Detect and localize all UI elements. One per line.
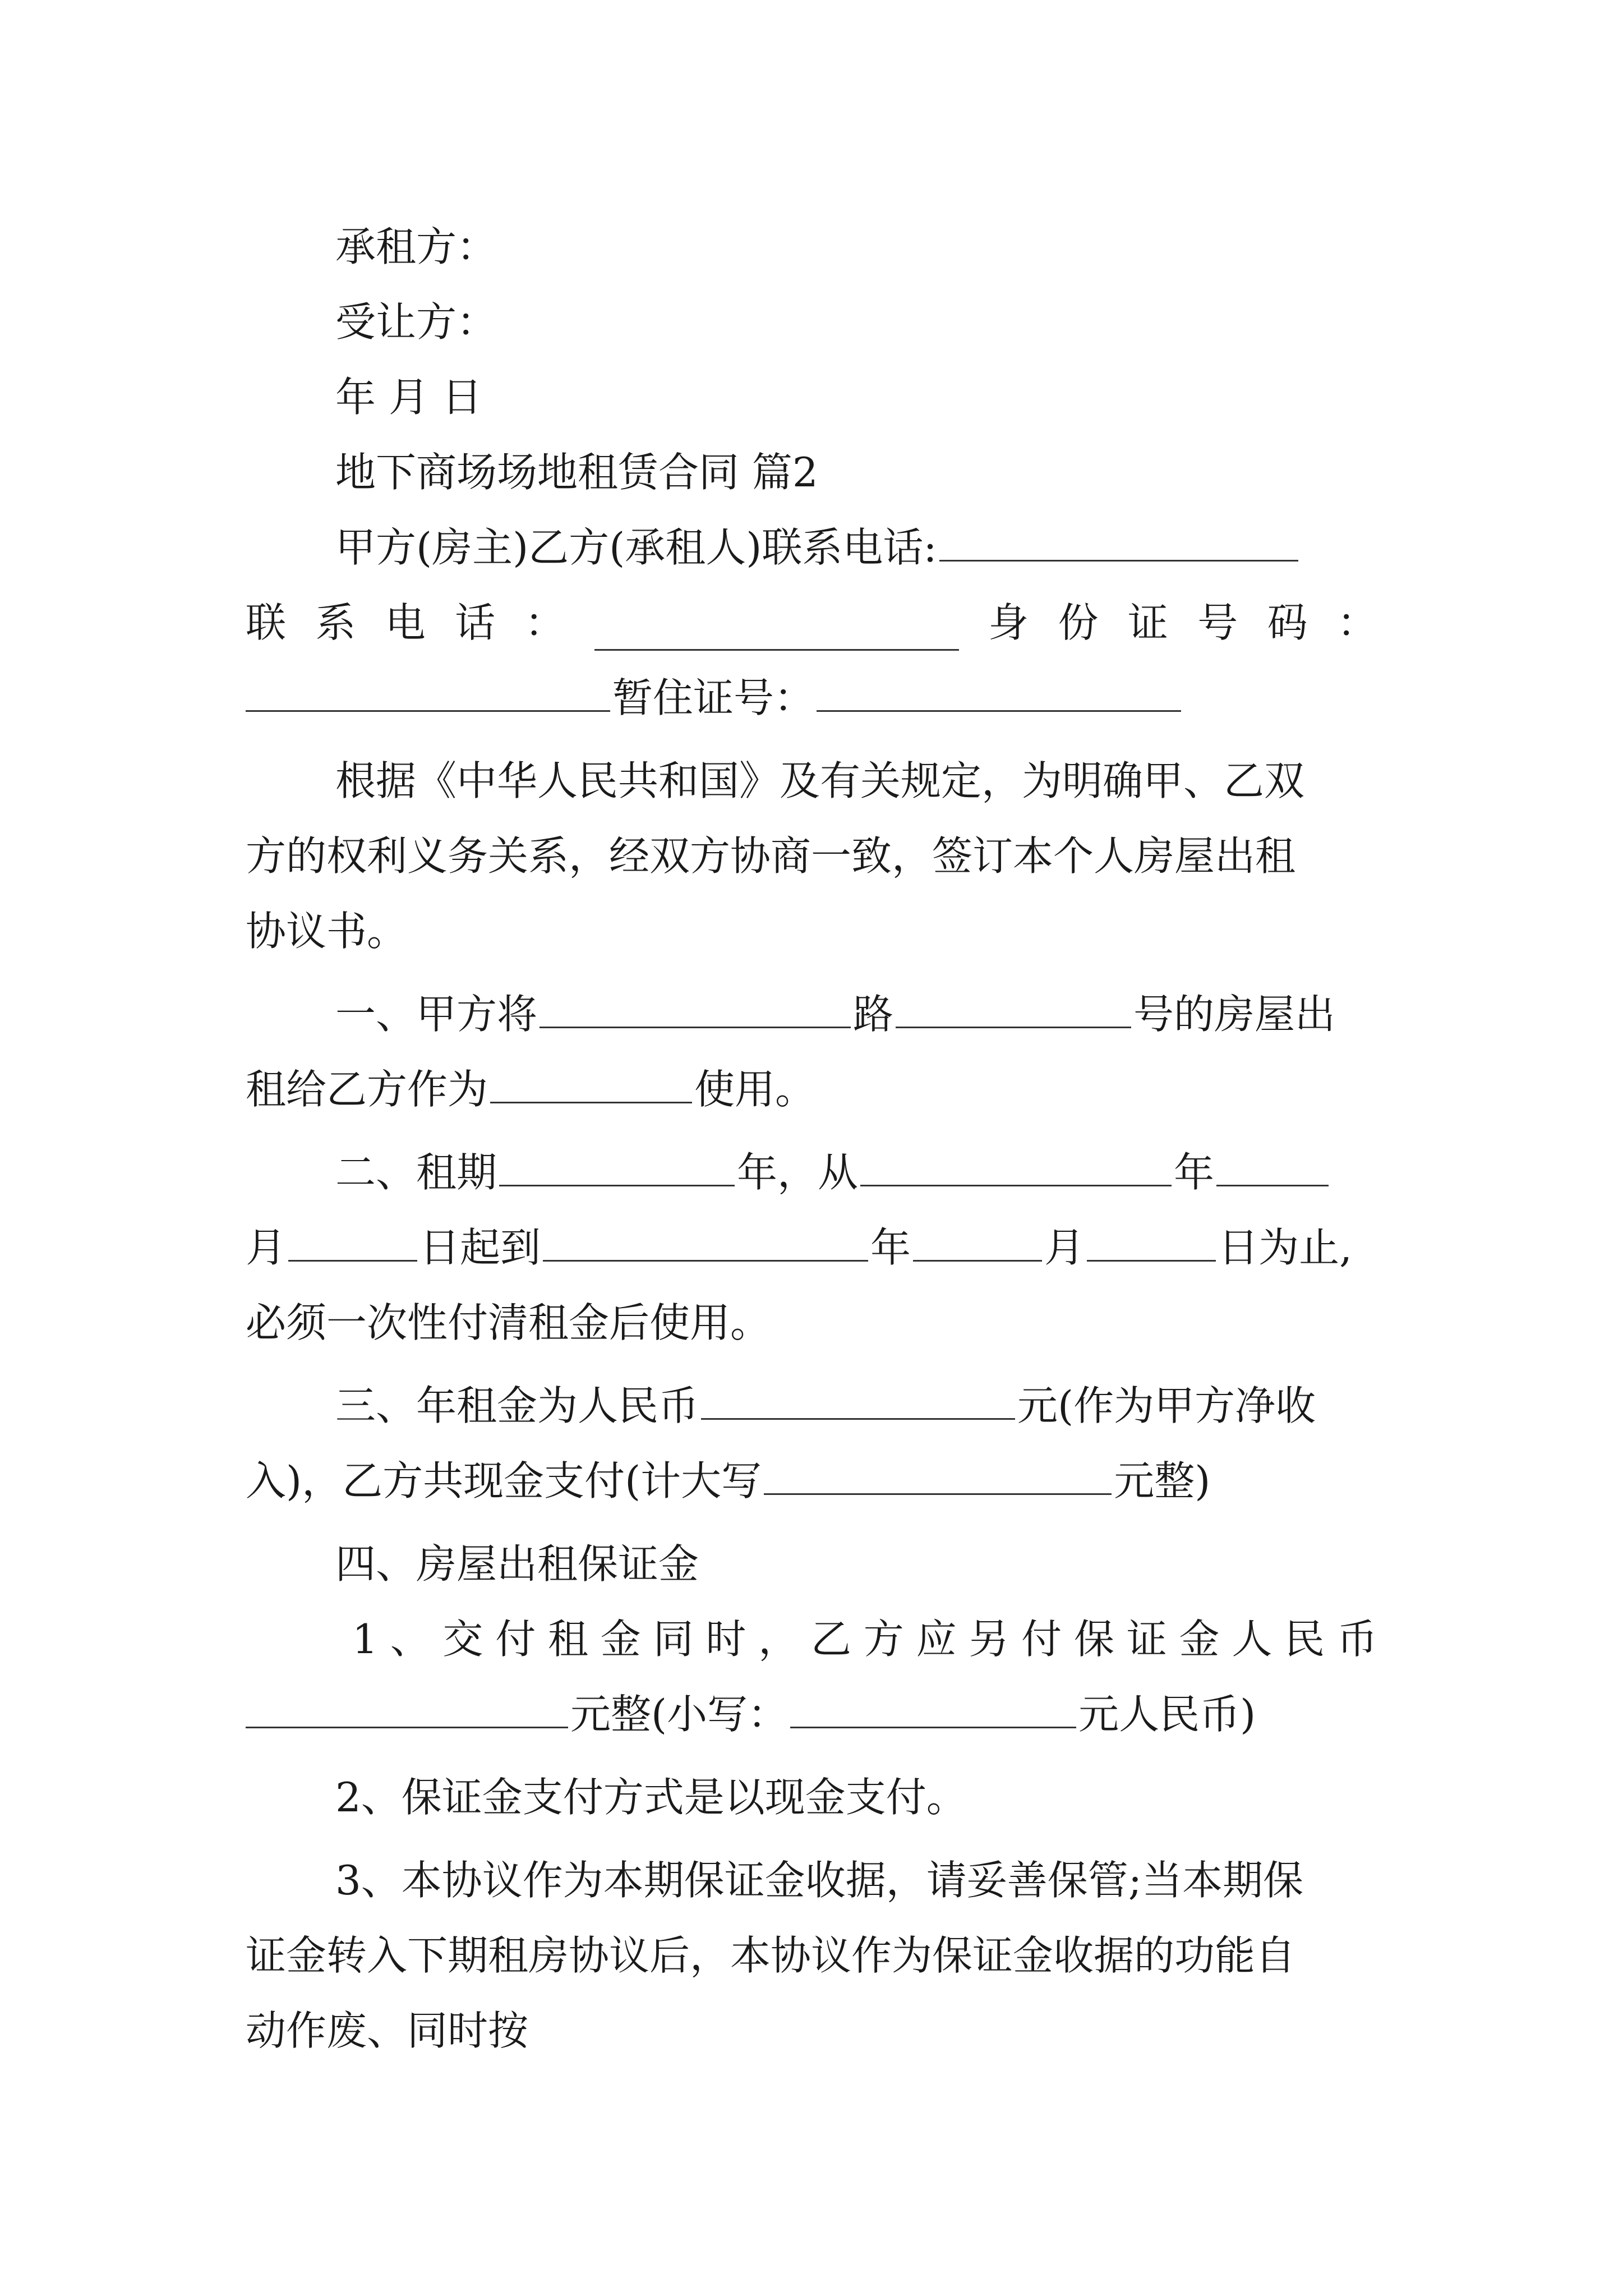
phone2-blank — [594, 604, 959, 651]
text-segment: 金 — [1179, 1616, 1220, 1663]
end-month-blank — [913, 1220, 1042, 1262]
clause-2-line — [335, 1144, 1377, 1200]
text-segment: ， — [758, 1616, 799, 1663]
clause-3-line — [246, 1453, 1377, 1509]
paragraph-line: 动作废、同时按 — [246, 2007, 529, 2054]
text-segment: 时 — [706, 1616, 746, 1663]
text-segment: ： — [524, 599, 565, 646]
text-segment: 入)，乙方共现金支付(计大写 — [246, 1457, 762, 1504]
clause-2-line: 必须一次性付清租金后使用。 — [246, 1299, 771, 1346]
deposit-numeric-blank — [790, 1686, 1076, 1728]
text-segment: 日为止, — [1218, 1224, 1352, 1271]
text-segment: 日起到 — [419, 1224, 541, 1271]
deposit-line — [352, 1611, 1377, 1667]
text-segment: 暂住证号： — [612, 674, 815, 721]
text-segment: 三、年租金为人民币 — [335, 1382, 699, 1429]
text-segment: 电 — [385, 599, 426, 646]
text-segment: 年，从 — [737, 1149, 859, 1196]
phone-id-line — [246, 595, 1377, 651]
date-line: 年 月 日 — [335, 374, 482, 421]
text-segment: 联 — [246, 599, 287, 646]
text-segment: 份 — [1058, 599, 1099, 646]
paragraph-line: 方的权利义务关系，经双方协商一致，签订本个人房屋出租 — [246, 832, 1296, 880]
text-segment: 方 — [863, 1616, 904, 1663]
text-segment: 路 — [853, 991, 894, 1038]
text-segment: 证 — [1126, 1616, 1167, 1663]
text-segment: 1 — [352, 1616, 378, 1663]
text-segment: 民 — [1284, 1616, 1325, 1663]
text-segment: 使用。 — [694, 1066, 816, 1113]
text-segment: 另 — [969, 1616, 1009, 1663]
text-segment: 人 — [1232, 1616, 1272, 1663]
paragraph-line: 根据《中华人民共和国》及有关规定，为明确甲、乙双 — [335, 757, 1305, 804]
text-segment: 金 — [600, 1616, 641, 1663]
text-segment: 月 — [1044, 1224, 1085, 1271]
text-segment: 证 — [1127, 599, 1168, 646]
clause-4-title: 四、房屋出租保证金 — [335, 1540, 699, 1588]
start-day-blank — [288, 1220, 417, 1262]
id-number-blank — [246, 670, 610, 712]
text-segment: 码 — [1267, 599, 1308, 646]
deposit-line — [246, 1686, 1377, 1742]
usage-blank — [490, 1061, 692, 1103]
text-segment: 元整) — [1114, 1457, 1211, 1504]
text-segment: 元整(小写： — [570, 1691, 789, 1738]
text-segment: 付 — [495, 1616, 536, 1663]
clause-2-line — [246, 1220, 1377, 1276]
text-segment: 付 — [1021, 1616, 1062, 1663]
text-segment: 租 — [547, 1616, 588, 1663]
text-segment: 租给乙方作为 — [246, 1066, 488, 1113]
paragraph-line: 协议书。 — [246, 908, 408, 955]
temp-permit-line — [246, 670, 1377, 726]
deposit-amount-blank — [246, 1686, 568, 1728]
text-segment: 身 — [988, 599, 1029, 646]
text-segment: 话 — [455, 599, 496, 646]
text-segment: 年 — [1174, 1149, 1215, 1196]
text-segment: 乙 — [810, 1616, 851, 1663]
number-blank — [896, 986, 1131, 1028]
rent-uppercase-blank — [764, 1453, 1112, 1495]
temp-permit-blank — [817, 670, 1181, 712]
text-segment: 二、租期 — [335, 1149, 497, 1196]
text-segment: 币 — [1336, 1616, 1377, 1663]
clause-1-line — [246, 1061, 1377, 1117]
start-month-blank — [1216, 1144, 1329, 1186]
lessee-line: 承租方： — [335, 223, 497, 270]
transferee-line: 受让方： — [335, 298, 497, 346]
end-day-blank — [1087, 1220, 1216, 1262]
phone-blank — [939, 519, 1298, 562]
text-segment: 、 — [390, 1616, 431, 1663]
parties-phone-line — [335, 519, 1377, 576]
deposit-payment-line: 2、保证金支付方式是以现金支付。 — [335, 1774, 967, 1821]
text-segment: 保 — [1073, 1616, 1114, 1663]
section-title: 地下商场场地租赁合同 篇2 — [335, 449, 818, 496]
text-segment: 一、甲方将 — [335, 991, 538, 1038]
clause-1-line — [335, 986, 1377, 1042]
annual-rent-blank — [701, 1378, 1015, 1420]
term-years-blank — [499, 1144, 735, 1186]
road-blank — [540, 986, 851, 1028]
start-year-blank — [860, 1144, 1172, 1186]
text-segment: 号的房屋出 — [1133, 991, 1336, 1038]
text-segment: 月 — [246, 1224, 287, 1271]
text-segment: 交 — [442, 1616, 483, 1663]
clause-3-line — [335, 1378, 1377, 1434]
paragraph-line: 3、本协议作为本期保证金收据，请妥善保管;当本期保 — [335, 1857, 1304, 1904]
text-segment: 号 — [1197, 599, 1238, 646]
paragraph-line: 证金转入下期租房协议后，本协议作为保证金收据的功能自 — [246, 1932, 1296, 1979]
text-segment: ： — [1336, 599, 1377, 646]
text-segment: 年 — [870, 1224, 911, 1271]
text-segment: 同 — [653, 1616, 694, 1663]
text-segment: 系 — [315, 599, 356, 646]
end-year-blank — [543, 1220, 868, 1262]
text-segment: 元(作为甲方净收 — [1017, 1382, 1316, 1429]
text-segment: 应 — [916, 1616, 957, 1663]
text-segment: 甲方(房主)乙方(承租人)联系电话: — [335, 524, 937, 571]
text-segment: 元人民币) — [1078, 1691, 1256, 1738]
